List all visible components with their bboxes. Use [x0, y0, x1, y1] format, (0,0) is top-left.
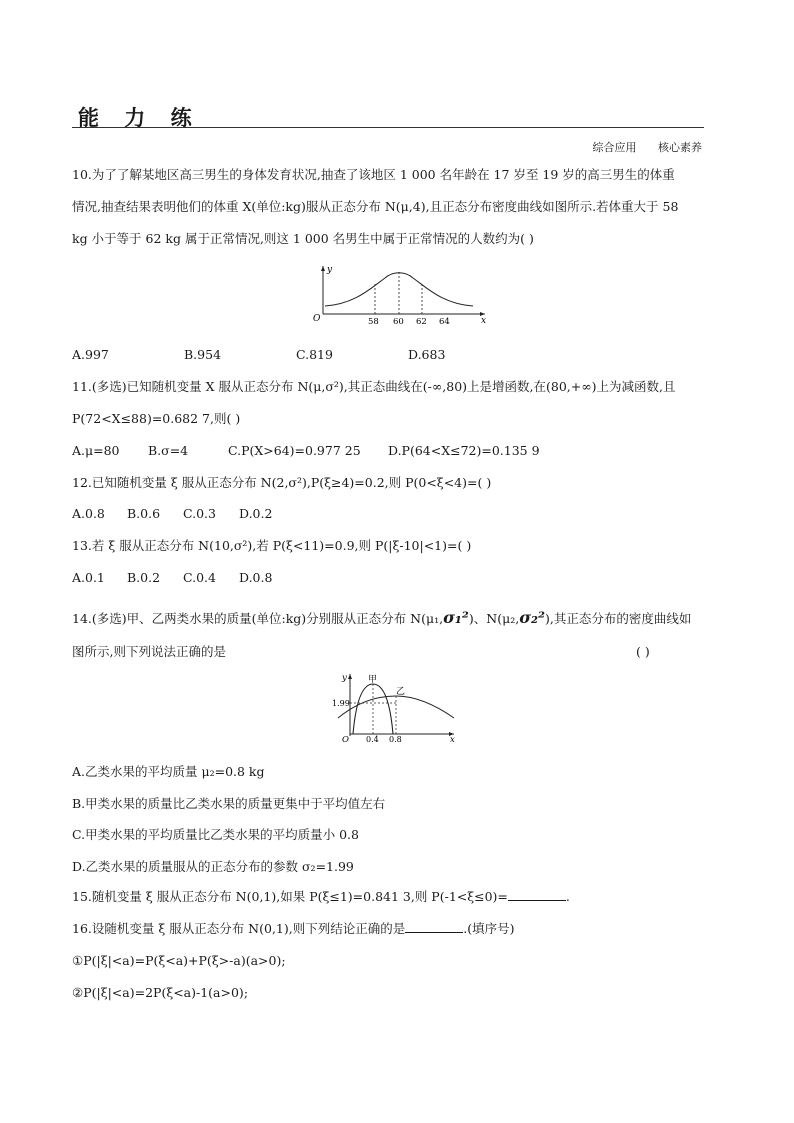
q13-option-b: B.0.2 — [127, 570, 161, 585]
q10-line3: kg 小于等于 62 kg 属于正常情况,则这 1 000 名男生中属于正常情况的人数约为( ) — [72, 231, 534, 246]
q14-answer-bracket: ( ) — [636, 644, 650, 659]
q14-sigma2: σ₂² — [519, 608, 546, 627]
q11-option-b: B.σ=4 — [148, 443, 189, 458]
q14-line1-part-c: ),其正态分布的密度曲线如 — [545, 611, 692, 626]
tag-comprehensive: 综合应用 — [592, 141, 637, 154]
q10-option-b: B.954 — [184, 347, 222, 362]
q14-option-c: C.甲类水果的平均质量比乙类水果的平均质量小 0.8 — [72, 827, 359, 842]
q14-line1-part-a: 14.(多选)甲、乙两类水果的质量(单位:kg)分别服从正态分布 N(μ₁, — [72, 611, 444, 626]
section-title: 能 力 练 — [78, 106, 201, 130]
q13-option-a: A.0.1 — [72, 570, 105, 585]
q14-y-label: y — [342, 673, 347, 683]
q10-tick-64: 64 — [439, 317, 450, 324]
q10-y-label: y — [327, 265, 333, 275]
q10-x-label: x — [481, 316, 487, 324]
q10-origin: O — [313, 314, 321, 324]
q14-x-tick-08: 0.8 — [389, 735, 402, 744]
q14-line1-part-b: )、N(μ₂, — [468, 611, 520, 626]
q14-x-label: x — [450, 735, 455, 744]
q11-option-a: A.μ=80 — [72, 443, 120, 458]
q14-option-a: A.乙类水果的平均质量 μ₂=0.8 kg — [72, 764, 265, 779]
q13-line1: 13.若 ξ 服从正态分布 N(10,σ²),若 P(ξ<11)=0.9,则 P(|ξ-10|<1)=( ) — [72, 538, 472, 553]
q10-option-a: A.997 — [72, 347, 109, 362]
q14-option-d: D.乙类水果的质量服从的正态分布的参数 σ₂=1.99 — [72, 859, 354, 874]
q15-period: . — [565, 889, 570, 904]
q16-suffix: .(填序号) — [463, 921, 515, 936]
tag-core-literacy: 核心素养 — [658, 141, 702, 154]
q10-line1: 10.为了了解某地区高三男生的身体发育状况,抽查了该地区 1 000 名年龄在 17 岁至 19 岁的高三男生的体重 — [72, 167, 675, 182]
q14-option-b: B.甲类水果的质量比乙类水果的质量更集中于平均值左右 — [72, 796, 386, 811]
q10-line2: 情况,抽查结果表明他们的体重 X(单位:kg)服从正态分布 N(μ,4),且正态分布密度曲线如图所示.若体重大于 58 — [72, 199, 679, 214]
q16-text: 16.设随机变量 ξ 服从正态分布 N(0,1),则下列结论正确的是 — [72, 921, 406, 936]
q13-option-d: D.0.8 — [239, 570, 273, 585]
q10-option-d: D.683 — [408, 347, 446, 362]
q11-option-c: C.P(X>64)=0.977 25 — [228, 443, 361, 458]
q14-line2: 图所示,则下列说法正确的是 — [72, 644, 226, 659]
q14-label-yi: 乙 — [396, 687, 406, 697]
q11-line2: P(72<X≤88)=0.682 7,则( ) — [72, 411, 241, 426]
q14-sigma1: σ₁² — [443, 608, 469, 627]
q10-tick-60: 60 — [393, 317, 404, 324]
q16-item-2: ②P(|ξ|<a)=2P(ξ<a)-1(a>0); — [72, 985, 249, 1000]
q14-density-curves-figure — [330, 670, 460, 744]
q16-line — [72, 921, 514, 937]
q12-option-c: C.0.3 — [183, 506, 216, 521]
q12-line1: 12.已知随机变量 ξ 服从正态分布 N(2,σ²),P(ξ≥4)=0.2,则 P(0<ξ<4)=( ) — [72, 475, 492, 490]
q15-text: 15.随机变量 ξ 服从正态分布 N(0,1),如果 P(ξ≤1)=0.841 3,则 P(-1<ξ≤0)= — [72, 889, 508, 904]
q10-option-c: C.819 — [296, 347, 333, 362]
q16-answer-blank[interactable] — [405, 922, 463, 933]
q12-option-b: B.0.6 — [127, 506, 161, 521]
q14-label-jia: 甲 — [368, 675, 378, 685]
q16-item-1: ①P(|ξ|<a)=P(ξ<a)+P(ξ>-a)(a>0); — [72, 953, 286, 968]
q15-answer-blank[interactable] — [508, 890, 566, 901]
q14-x-tick-04: 0.4 — [366, 735, 379, 744]
q10-y-arrow — [321, 266, 325, 271]
q12-option-d: D.0.2 — [239, 506, 273, 521]
q13-option-c: C.0.4 — [183, 570, 216, 585]
q10-normal-curve-figure — [305, 262, 495, 324]
title-rule — [72, 127, 704, 128]
q12-option-a: A.0.8 — [72, 506, 105, 521]
q11-line1: 11.(多选)已知随机变量 X 服从正态分布 N(μ,σ²),其正态曲线在(-∞,80)上是增函数,在(80,+∞)上为减函数,且 — [72, 379, 676, 394]
q15-line — [72, 889, 570, 905]
q14-line1 — [72, 610, 691, 627]
q10-tick-58: 58 — [368, 317, 379, 324]
q10-tick-62: 62 — [416, 317, 427, 324]
q14-y-tick-199: 1.99 — [332, 699, 350, 708]
q11-option-d: D.P(64<X≤72)=0.135 9 — [388, 443, 540, 458]
q14-y-arrow — [348, 674, 352, 679]
q14-origin: O — [342, 735, 349, 744]
section-tags — [575, 139, 703, 155]
